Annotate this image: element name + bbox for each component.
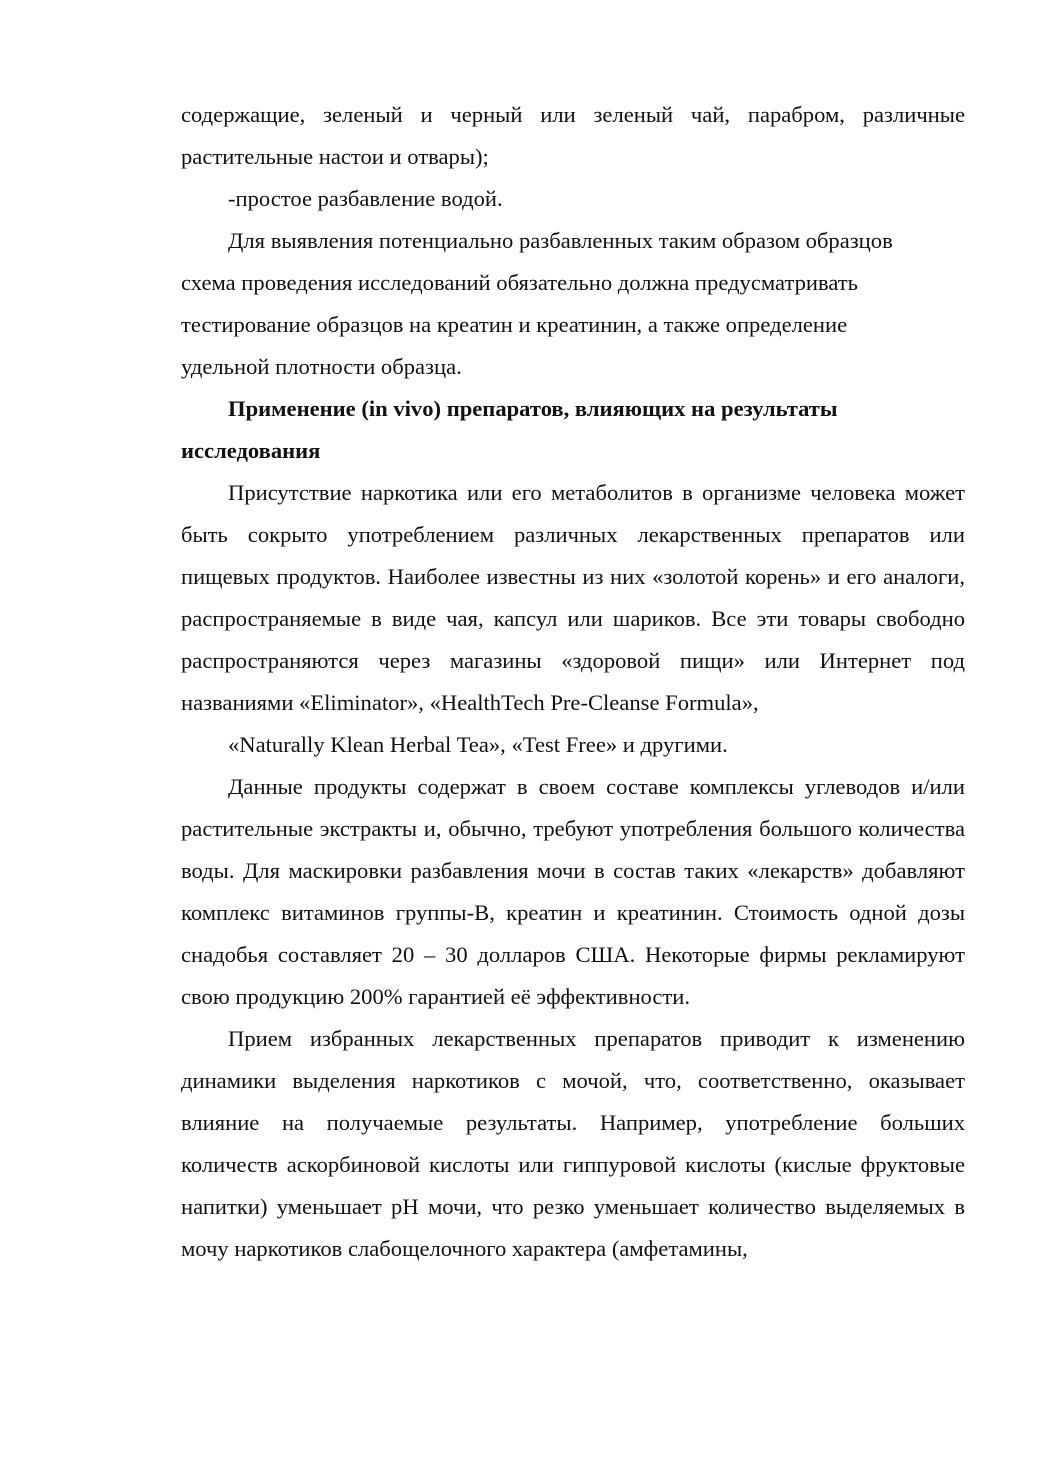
section-heading: Применение (in vivo) препаратов, влияющих на результаты исследования	[181, 396, 838, 463]
paragraph-3	[181, 220, 965, 388]
paragraph-2: -простое разбавление водой.	[228, 186, 503, 211]
paragraph-3-line-4: удельной плотности образца.	[181, 354, 462, 379]
paragraph-1: содержащие, зеленый и черный или зеленый чай, парабром, различные растительные настои и отвары);	[181, 102, 965, 169]
paragraph-6: Данные продукты содержат в своем составе комплексы углеводов и/или растительные экстракты и, обычно, требуют употребления большого количества воды. Для маскировки разбавления мочи в состав таких «лекарств» добавляют комплекс витаминов группы-В, креатин и креатинин. Стоимость одной дозы снадобья составляет 20 – 30 долларов США. Некоторые фирмы рекламируют свою продукцию 200% гарантией её эффективности.	[181, 774, 965, 1009]
paragraph-3-line-1: Для выявления потенциально разбавленных таким образом образцов	[228, 228, 893, 253]
paragraph-4: Присутствие наркотика или его метаболитов в организме человека может быть сокрыто употреблением различных лекарственных препаратов или пищевых продуктов. Наиболее известны из них «золотой корень» и его аналоги, распространяемые в виде чая, капсул или шариков. Все эти товары свободно распространяются через магазины «здоровой пищи» или Интернет под названиями «Eliminator», «HealthTech Pre-Cleanse Formula»,	[181, 480, 965, 715]
paragraph-7: Прием избранных лекарственных препаратов приводит к изменению динамики выделения наркотиков с мочой, что, соответственно, оказывает влияние на получаемые результаты. Например, употребление больших количеств аскорбиновой кислоты или гиппуровой кислоты (кислые фруктовые напитки) уменьшает pH мочи, что резко уменьшает количество выделяемых в мочу наркотиков слабощелочного характера (амфетамины,	[181, 1026, 965, 1261]
document-body	[181, 94, 965, 1270]
paragraph-5: «Naturally Klean Herbal Tea», «Test Free» и другими.	[228, 732, 728, 757]
paragraph-3-line-2: схема проведения исследований обязательно должна предусматривать	[181, 270, 858, 295]
paragraph-3-line-3: тестирование образцов на креатин и креатинин, а также определение	[181, 312, 848, 337]
